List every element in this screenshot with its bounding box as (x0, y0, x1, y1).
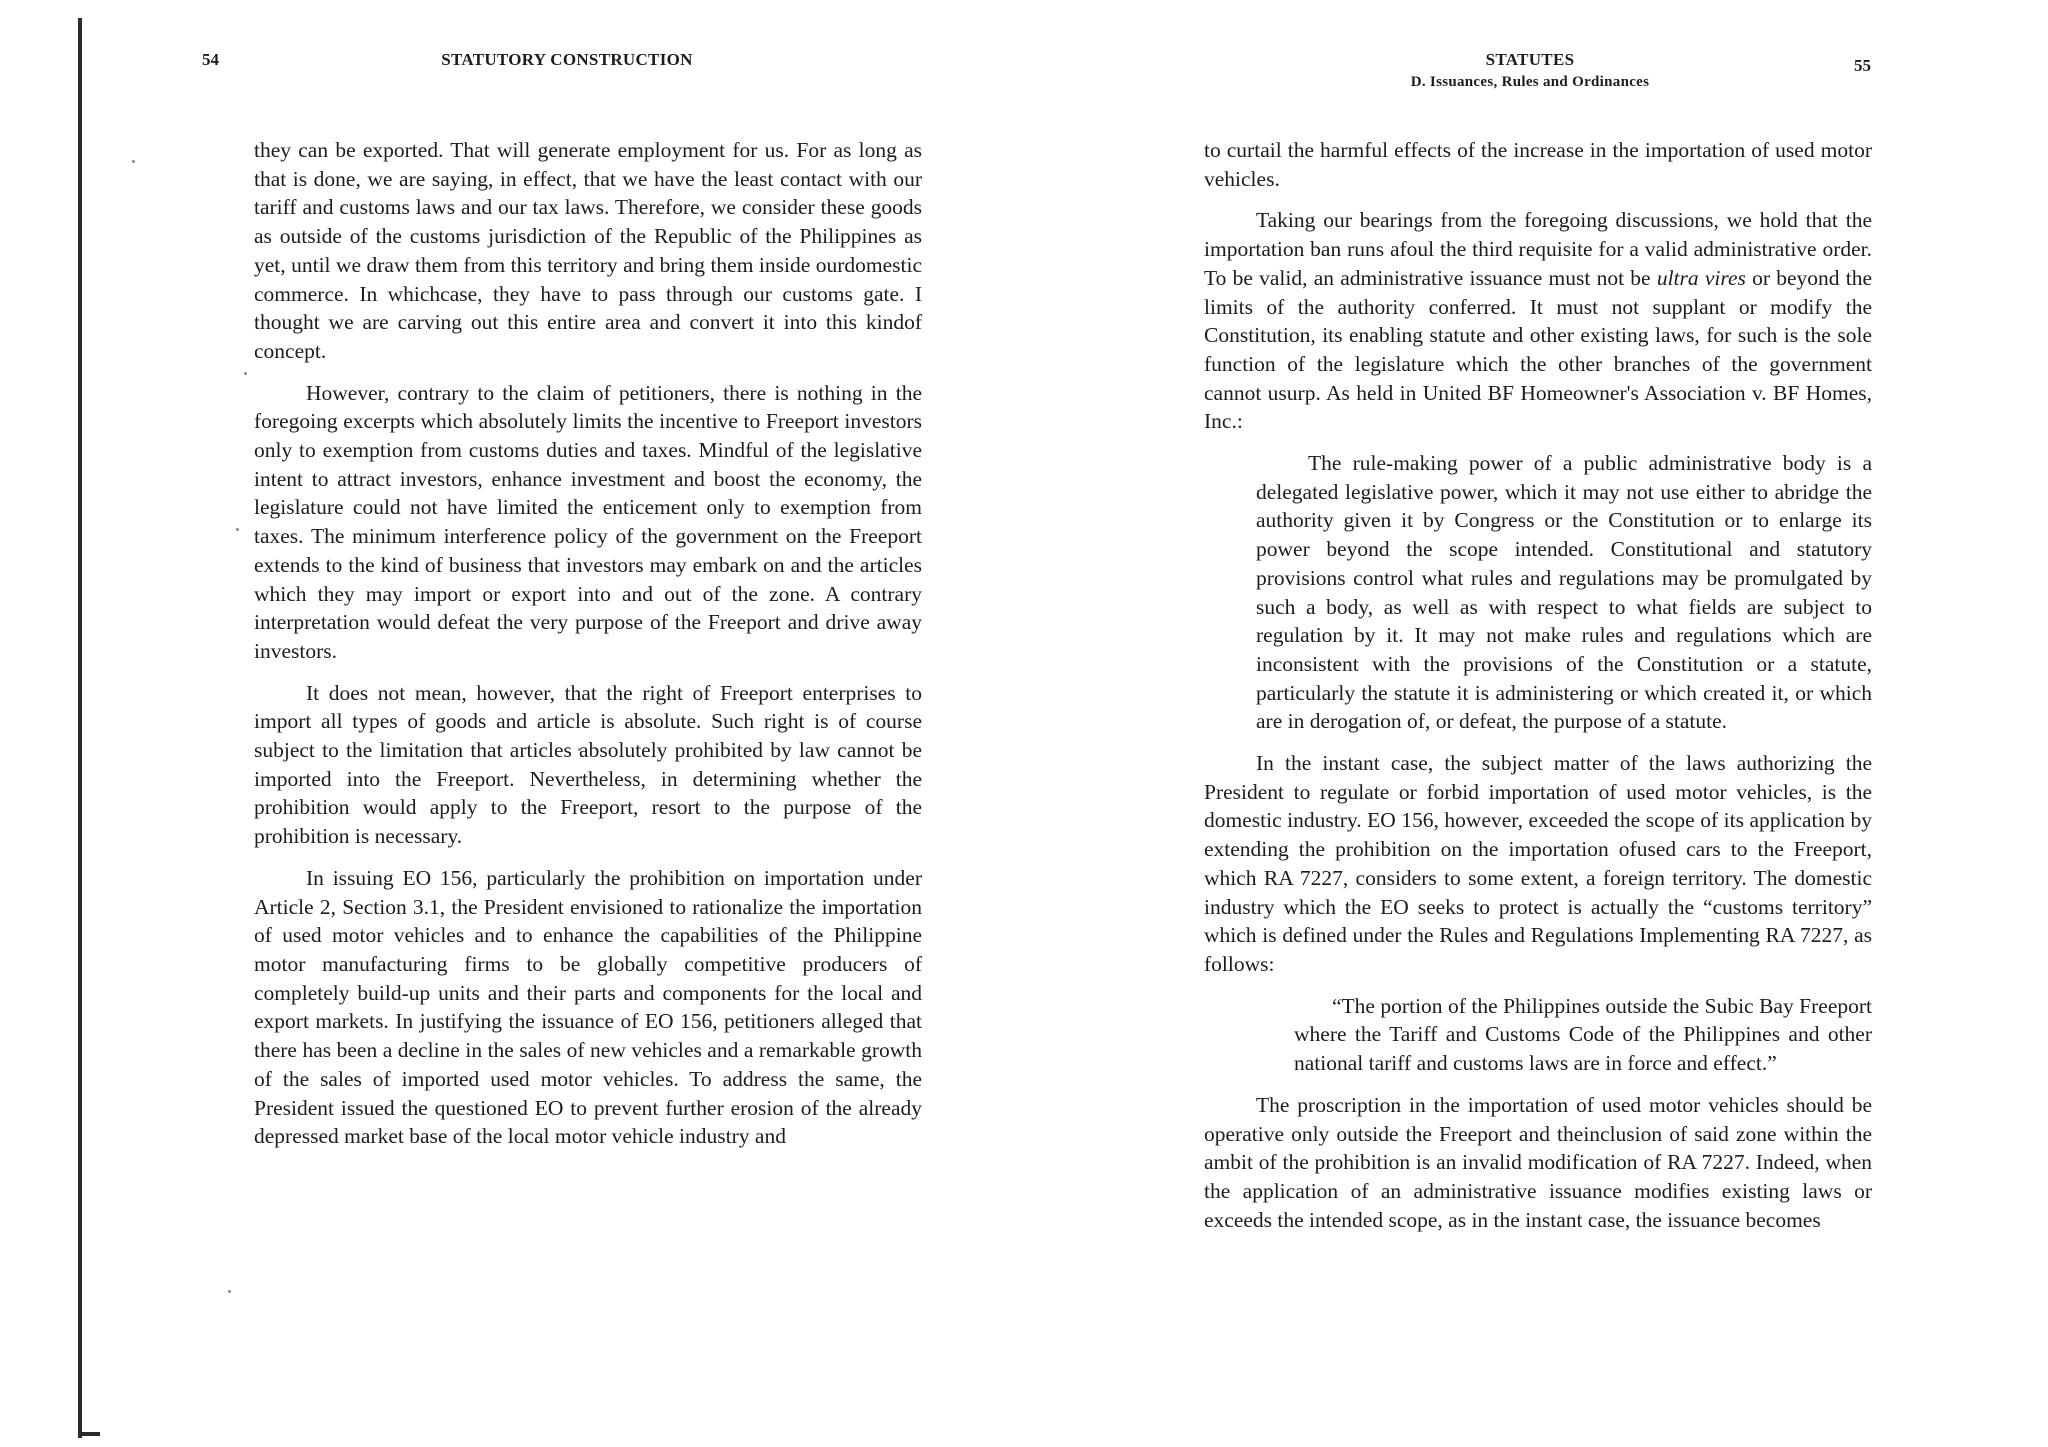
left-page-number: 54 (202, 50, 219, 69)
right-page-body (1204, 136, 1872, 1247)
paragraph: to curtail the harmful effects of the increase in the importation of used motor vehicles. (1204, 138, 1872, 191)
right-header-subtitle: D. Issuances, Rules and Ordinances (1410, 74, 1650, 90)
paragraph: they can be exported. That will generate employment for us. For as long as that is done, we are saying, in effect, that we have the least contact with our tariff and customs laws and our tax laws. Therefore, we consider these goods as outside of the customs jurisdiction of the Republic of the Philippines as yet, until we draw them from this territory and bring them inside ourdomestic commerce. In whichcase, they have to pass through our customs gate. I thought we are carving out this entire area and convert it into this kindof concept. (254, 138, 922, 363)
left-running-header: STATUTORY CONSTRUCTION (441, 50, 693, 69)
scan-speck (228, 1290, 231, 1293)
left-page-body (254, 136, 922, 1164)
right-running-header (1320, 50, 1740, 91)
paragraph: In issuing EO 156, particularly the prohibition on importation under Article 2, Section 3.1, the President envisioned to rationalize the importation of used motor vehicles and to enhance the capabilities of the Philippine motor manufacturing firms to be globally competitive producers of completely build-up units and their parts and components for the local and export markets. In justifying the issuance of EO 156, petitioners alleged that there has been a decline in the sales of new vehicles and a remarkable growth of the sales of imported used motor vehicles. To address the same, the President issued the questioned EO to prevent further erosion of the already depressed market base of the local motor vehicle industry and (254, 865, 922, 1149)
scan-speck (244, 372, 247, 375)
binding-shadow-line (78, 18, 82, 1438)
right-page-number: 55 (1854, 56, 1871, 75)
paragraph: It does not mean, however, that the right of Freeport enterprises to import all types of goods and article is absolute. Such right is of course subject to the limitation that articles absolutely prohibited by law cannot be imported into the Freeport. Nevertheless, in determining whether the prohibition would apply to the Freeport, resort to the purpose of the prohibition is necessary. (254, 680, 922, 849)
paragraph: However, contrary to the claim of petitioners, there is nothing in the foregoing excerpts which absolutely limits the incentive to Freeport investors only to exemption from customs duties and taxes. Mindful of the legislative intent to attract investors, enhance investment and boost the economy, the legislature could not have limited the enticement only to exemption from taxes. The minimum interference policy of the government on the Freeport extends to the kind of business that investors may embark on and the articles which they may import or export into and out of the zone. A contrary interpretation would defeat the very purpose of the Freeport and drive away investors. (254, 380, 922, 663)
paragraph: In the instant case, the subject matter of the laws authorizing the President to regulate or forbid importation of used motor vehicles, is the domestic industry. EO 156, however, exceeded the scope of its application by extending the prohibition on the importation ofused cars to the Freeport, which RA 7227, considers to some extent, a foreign territory. The domestic industry which the EO seeks to protect is actually the “customs territory” which is defined under the Rules and Regulations Implementing RA 7227, as follows: (1204, 751, 1872, 976)
block-quote: “The portion of the Philippines outside the Subic Bay Freeport where the Tariff and Customs Code of the Philippines and other national tariff and customs laws are in force and effect.” (1294, 993, 1872, 1076)
italic-term: ultra vires (1656, 265, 1746, 290)
right-header-title: STATUTES (1485, 50, 1575, 69)
scan-speck (132, 160, 135, 163)
block-quote: The rule-making power of a public administrative body is a delegated legislative power, which it may not use either to abridge the authority given it by Congress or the Constitution or to enlarge its power beyond the scope intended. Constitutional and statutory provisions control what rules and regulations may be promulgated by such a body, as well as with respect to what fields are subject to regulation by it. It may not make rules and regulations which are inconsistent with the provisions of the Constitution or a statute, particularly the statute it is administering or which created it, or which are in derogation of, or defeat, the purpose of a statute. (1256, 451, 1872, 734)
paragraph (1204, 206, 1872, 436)
paragraph: The proscription in the importation of used motor vehicles should be operative only outside the Freeport and theinclusion of said zone within the ambit of the prohibition is an invalid modification of RA 7227. Indeed, when the application of an administrative issuance modifies existing laws or exceeds the intended scope, as in the instant case, the issuance becomes (1204, 1092, 1872, 1232)
paragraph-text: Taking our bearings from the foregoing discussions, we hold that the importation ban runs afoul the third requisite for a valid administrative order. To be valid, an administrative issuance must not be (1204, 208, 1872, 290)
binding-shadow-foot (78, 1432, 100, 1436)
scan-speck (236, 528, 239, 531)
paragraph-text: or beyond the limits of the authority conferred. It must not supplant or modify the Constitution, its enabling statute and other existing laws, for such is the sole function of the legislature which the other branches of the government cannot usurp. As held in United BF Homeowner's Association v. BF Homes, Inc.: (1204, 265, 1873, 434)
